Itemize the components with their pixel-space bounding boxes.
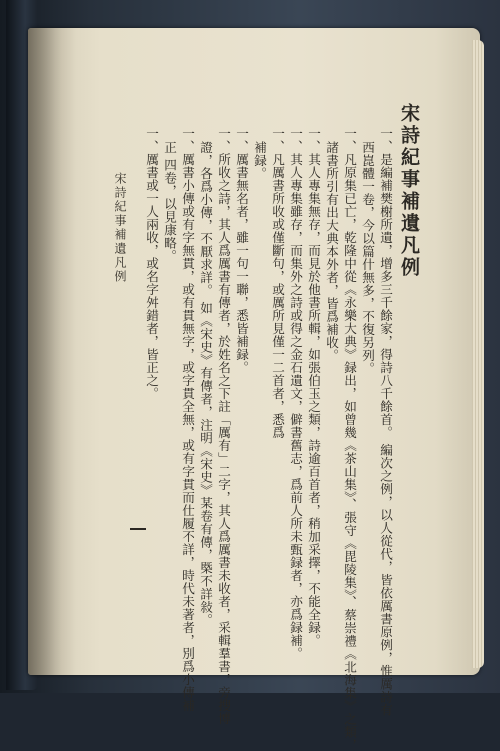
page-number [130,528,146,530]
text-line-3: 一、凡原集已亡，乾隆中從《永樂大典》録出，如曾幾《茶山集》、張守《毘陵集》、蔡崇禮《北海集》之類， [342,127,357,751]
text-line-14: 一、厲書或一人兩收，或名字舛錯者，皆正之。 [144,127,159,400]
text-line-2: 西崑體一卷，今以篇什無多，不復另列。 [360,141,375,375]
text-line-8: 補録。 [252,141,267,180]
text-line-4: 諸書所引有出大典本外者，皆爲補收。 [324,141,339,362]
text-line-11: 證，各爲小傳，不厭求詳。 如《宋史》有傳者，注明《宋史》某卷有傳，槩不詳敍。 [198,141,213,627]
text-line-13: 正 四卷，以見康略。 [162,141,177,263]
page-title: 宋詩紀事補遺凡例 [398,103,420,279]
text-line-7: 一、凡厲書所收或僅斷句，或厲所見僅一二首者，悉爲 [270,127,285,439]
text-line-12: 一、厲書小傳或有字無貫，或有貫無字，或字貫全無，或有字貫而仕履不詳，時代未著者，別爲小傳補 [180,127,195,712]
page-gutter [28,28,76,675]
page-edges [472,40,484,668]
text-line-10: 一、所收之詩，其人爲厲書有傳者，於姓名之下註「厲有」二字，其人爲厲書未收者，采輯羣書，旁搜博 [216,127,231,725]
text-line-9: 一、厲書無名者，雖一句一聯，悉皆補録。 [234,127,249,374]
text-line-5: 一、其人專集無存，而見於他書所輯，如張伯玉之類，詩逾百首者，稍加采擇，不能全録。 [306,127,321,647]
text-line-1: 一、是編補樊榭所遺，增多三千餘家，得詩八千餘首。 編次之例，以人從代，皆依厲書原例，惟厲詩有 [378,127,393,717]
text-line-6: 一、其人專集雖存，而集外之詩或得之金石遺文，僻書舊志，爲前人所未甄録者，亦爲録補。 [288,127,303,660]
running-head: 宋詩紀事補遺凡例 [113,172,127,284]
